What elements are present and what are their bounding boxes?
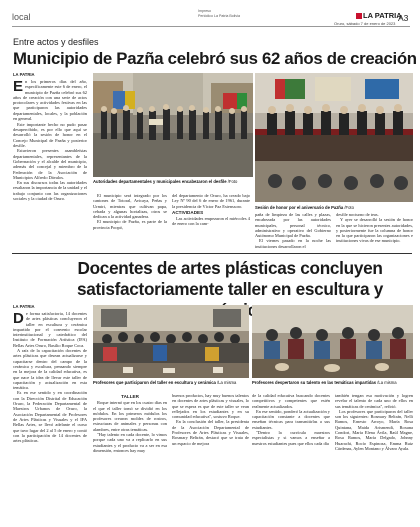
article2-dropcap: D (13, 311, 24, 327)
article2-byline: LA PATRIA (13, 304, 35, 309)
article2-col2-p1: Roque internó que en los cuatro días en el que el taller tomó se dividió en los módulos. En los primeros módulos los profesores crearon moldes de rostros, estructuras de animales y personas con alambres, entre otras temáticas. (93, 400, 167, 432)
article2-photo-workshop (252, 305, 413, 378)
article1-col1-p4: En sus discursos todas las autoridades resaltaron la importancia de la unidad y el trabajo conjunto con las organizaciones sociales y la ciudad de Oruro. (13, 180, 87, 202)
article1-column2 (93, 193, 167, 249)
article2-col4-p2: En ese sentido, ponderó la actualización y capacitación constante a docentes que enseñan técnicas para transmitirlas a sus estudiantes. (252, 408, 330, 430)
article1-col2-p2: El municipio de Pazña, es parte de la provincia Poopó, (93, 219, 167, 230)
article2-col4-p3: "Dentro la currícula maestros especialistas y si vamos a enseñar a nuestros estudiantes pues que ellos cada día (252, 430, 330, 446)
issue-date: Oruro, sábado 7 de enero de 2023 (334, 21, 396, 26)
article1-column1 (13, 79, 87, 249)
article2-caption1 (93, 380, 249, 385)
article-divider (12, 253, 412, 254)
article2-caption2-text: Profesores despertaron su talento en las temáticas impartidas (252, 380, 377, 385)
article1-caption1-text: Autoridades departamentales y municipales encabezaron el desfile (93, 179, 227, 184)
article2-col3-p1: buenos productos, hay muy buenos talentos en docentes de artes plásticas y visuales, lo que se espera es que de este taller se vean reflejados en los estudiantes y en su comunidad educativa", sostuvo Roque. (172, 393, 249, 420)
article1-photo-parade (93, 73, 253, 177)
article1-kicker: Entre actos y desfiles (13, 37, 99, 47)
article2-headline-line2: satisfactoriamente taller en escultura y (76, 279, 384, 299)
article1-byline: LA PATRIA (13, 72, 35, 77)
article2-column2 (93, 393, 167, 523)
publisher-line1: Impreso (198, 9, 211, 13)
article2-column4 (252, 393, 330, 523)
article2-caption2 (252, 380, 413, 385)
article1-column4 (255, 212, 331, 249)
article1-caption2-text: Sesión de honor por el aniversario de Pazña (255, 205, 344, 210)
article1-column3 (172, 193, 250, 249)
article1-col3-p1: del departamento de Oruro, ha creado bajo Ley Nº 90 del 6 de enero de 1961, durante la presidencia de Víctor Paz Estenssoro. (172, 193, 250, 209)
logo-text: LA PATRIA (363, 11, 402, 20)
publisher-info (198, 9, 240, 19)
article1-caption1 (93, 179, 253, 184)
article2-column1 (13, 311, 87, 523)
article1-col2-p1: El municipio será integrado por los cantones de Totoral, Avicaya, Peñas y Urmiri, mientras que cultivan papa, cebada y algunas hortalizas, otros se dedican a la actividad ganadera. (93, 193, 167, 220)
article1-col1-p1: n los primeros días del año, específicamente este 6 de enero, el municipio de Pazña celebró sus 62 años de creación con una serie de actos protocolares y actividades festivas en las que participaron las autoridades departamentales, locales, y la población en general. (13, 79, 87, 122)
article2-headline-line1: Docentes de artes plásticas concluyen (77, 258, 383, 278)
page-number: A3 (398, 13, 409, 23)
logo-mark-icon (356, 13, 362, 19)
article1-col5-p2: Y ayer se desarrolló la sesión de honor en la que se hicieron presentes autoridades, y posteriormente fue la columna de honor en la que participaron las organizaciones e instituciones vivas de ese municipio. (336, 217, 413, 244)
article1-column5 (336, 212, 413, 249)
article1-caption1-credit: /Foto (227, 179, 238, 184)
article2-col5-p2: Los profesores que participaron del taller son los siguientes: Rosmary Beltrán, Nelli Ramos, Ernesto Arroyo, María Rosa Quintana, Maida Arismendi, Roxana Condori, María Elena Ávila, Raúl Magne, Rosa Ramos, María Delgado, Johnny Huarachi, Rocío Espinoza, Emma Ruiz Cárdenas, Aylen Montano y Álvaro Ayala. (335, 408, 413, 451)
article2-caption2-credit: /La misma (377, 380, 397, 385)
article1-headline: Municipio de Pazña celebró sus 62 años de creación (13, 49, 417, 68)
article1-col1-p2: Este importante hecho no pudo pasar desapercibido, es por ello que aquí se desarrolló la sesión de honor en el Concejo Municipal de Pazña y posterior desfile. (13, 121, 87, 149)
section-label: local (12, 12, 31, 22)
article2-col2-subhead: TALLER (121, 394, 139, 399)
article1-photo-session (255, 73, 413, 202)
article2-col4-p1: de la calidad educativa buscando docentes competitivos y competentes que estén realmente actualizados. (252, 393, 330, 409)
article1-col1-p3: Estuvieron presentes asambleístas departamentales, representantes de la Gobernación y el alcalde del municipio, además del concejal y miembro de la Federación de la Asociación de Municipios Alfredo Dávalos. (13, 148, 87, 180)
article2-photo-group (93, 305, 249, 378)
article2-caption1-credit: /La misma (217, 380, 237, 385)
article1-col4-p1: paña de limpieza de las calles y plazas, encabezada por las autoridades municipales, personal técnico, administrativo y operativo del Gobierno Autónomo Municipal de Pazña. (255, 212, 331, 239)
article2-col1-p3: Es en ese sentido y en coordinación con la Dirección Distrital de Educación Oruro, la Federación Departamental de Maestros Urbanos de Oruro, la Asociación Departamental de Profesores de Artes Plásticas y Visuales y el IFA Bellas Artes, se llevó adelante el curso que tuvo lugar del 2 al 5 de enero y contó con la participación de 14 docentes de artes plásticas. (13, 390, 87, 444)
article1-dropcap: E (13, 79, 24, 95)
article2-col1-p1: e forma satisfactoria, 14 docentes de artes plásticas concluyeron el taller en escultura y cerámica impartido por el convenio escolar interinstitucional y catedrático del Instituto de Formación Artística (IFA) Bellas Artes Oruro, Basilio Roque Coca. (13, 311, 87, 348)
article2-column3 (172, 393, 249, 523)
article2-col5-p1: también tengan esa motivación y logren revelar el talento de cada uno de ellos en sus temáticas de cerámica", refirió. (335, 393, 413, 409)
article1-caption2-credit: /Foto (344, 205, 354, 210)
article2-col2-p2: "Hay talento en cada docente, lo vimos porque cada uno va a replicarlo en sus estudiantes y el producto va a ser en esa dimensión, entonces hay muy (93, 432, 167, 453)
publisher-line2: Periódico La Patria Bolivia (198, 14, 240, 18)
header-rule (12, 26, 410, 27)
article1-col4-p2: El viernes pasado en la noche las instituciones desarrollaron el (255, 238, 331, 249)
article1-col3-subhead: ACTIVIDADES (172, 209, 204, 215)
article2-col3-p2: En la conclusión del taller, la presidenta de la Asociación Departamental de Profesores de Artes Plásticas y Visuales, Rosmary Beltrán, destacó que se trata de un espacio de mejora (172, 419, 249, 446)
article1-caption2 (255, 205, 413, 210)
article2-caption1-text: Profesores que participaron del taller en escultura y cerámica (93, 380, 216, 385)
newspaper-logo (356, 11, 402, 20)
article2-column5 (335, 393, 413, 523)
article1-col5-p1: desfile nocturno de teas. (336, 212, 379, 217)
article2-col1-p2: A raíz de la capacitación docentes de artes plásticas que desean actualizarse y capacitarse dentro del campo de la cerámica y escultura, pensando siempre en la mejora de la calidad educativa, es que nace la idea de llevar este taller de capacitación y actualización en esta temática. (13, 348, 87, 391)
article1-col3-p2: Las actividades empezaron el miércoles 4 de enero con la cam- (172, 216, 250, 227)
